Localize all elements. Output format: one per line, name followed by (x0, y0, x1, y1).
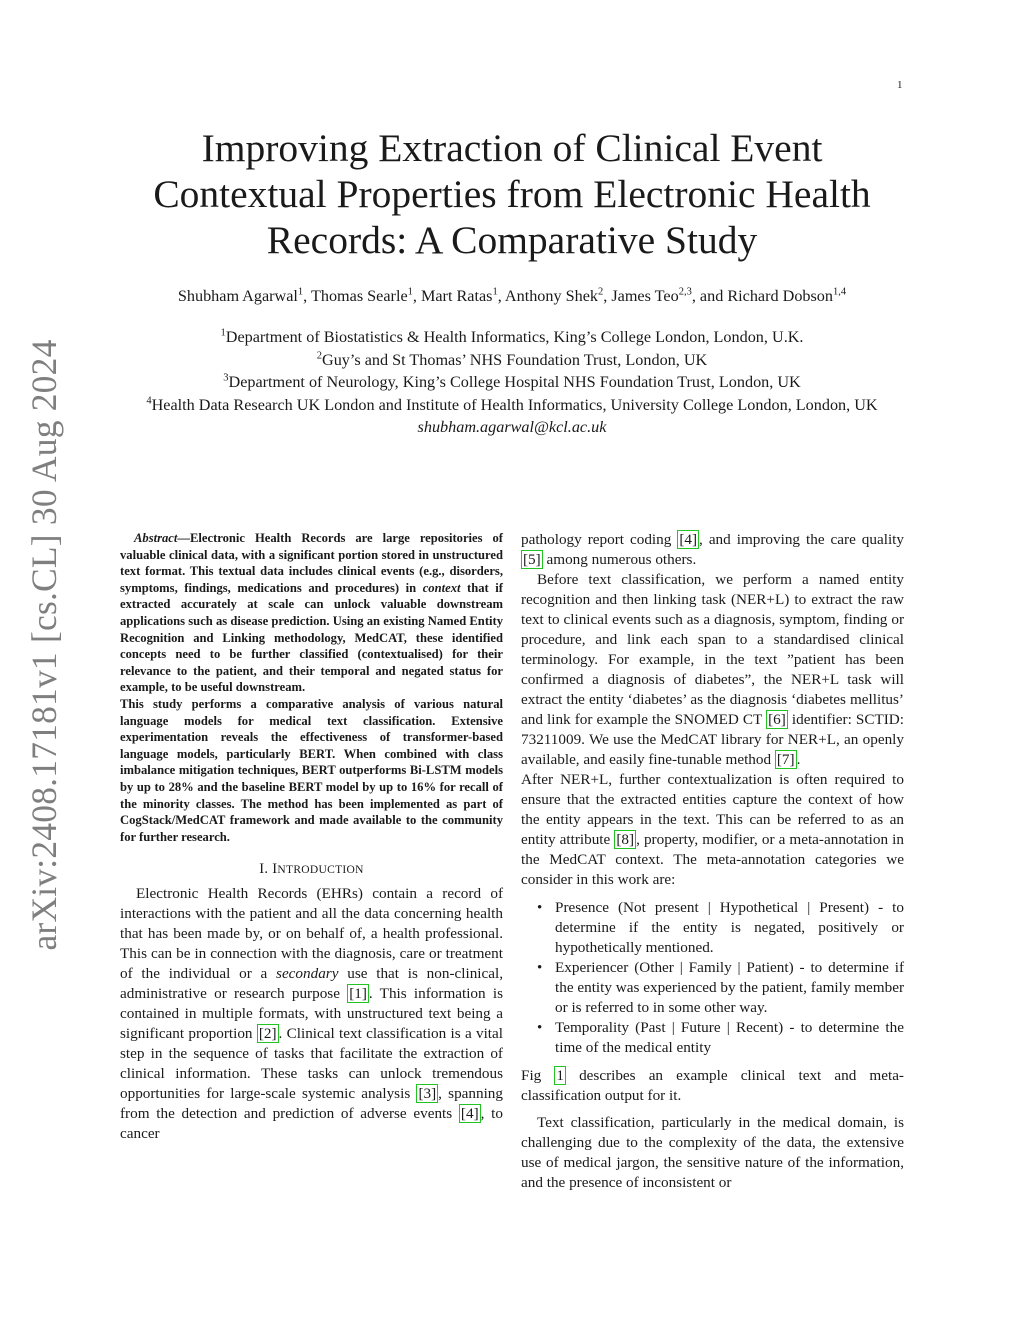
affiliation-1: $^1$Department of Biostatistics & Health Informatics, King’s College London, London, U.K. (220, 327, 804, 346)
author-affil-sup: 2,3 (678, 286, 692, 298)
citation-link[interactable]: [3] (418, 1085, 437, 1103)
citation-link[interactable]: [4] (460, 1105, 479, 1123)
page-number: 1 (897, 79, 903, 91)
intro-paragraph: Electronic Health Records (EHRs) contain a record of interactions with the patient and all the data concerning health that has been made by, or on behalf of, a health professional. This can be in connection with the diagnosis, care or treatment of the individual or a secondary use that is non-clinical, administrative or research purpose [1] . This information is contained in multiple formats, with unstructured text being a significant proportion [2] . Clinical text classification is a vital step in the sequence of tasks that facilitate the extraction of clinical information. These tasks can unlock tremendous opportunities for large-scale systemic analysis [3] , spanning from the detection and prediction of adverse events [4] , to cancer (120, 885, 504, 1143)
affiliations (110, 326, 914, 439)
body-paragraph: pathology report coding [4] , and improving the care quality [5] among numerous others. (521, 531, 904, 568)
introduction-body (120, 884, 503, 1144)
body-paragraph: Fig 1 describes an example clinical text and meta-classification output for it. (521, 1067, 904, 1104)
citation-link[interactable]: [8] (616, 831, 635, 848)
author-affil-sup: 1 (407, 286, 413, 298)
author-name: James Teo (611, 287, 679, 305)
author-affil-sup: 1,4 (833, 286, 847, 298)
citation-link[interactable]: [6] (768, 711, 786, 728)
author-affil-sup: 2 (598, 286, 604, 298)
abstract-paragraph-1: Abstract—Electronic Health Records are large repositories of valuable clinical data, with a significant portion stored in unstructured text format. This textual data includes clinical events (e.g., disorders, symptoms, findings, medications and procedures) in context that if extracted accurately at scale can unlock valuable downstream applications such as disease prediction. Using an existing Named Entity Recognition and Linking methodology, MedCAT, these identified concepts need to be further classified (contextualised) for their relevance to the patient, and their temporal and negated status for example, to be useful downstream. (120, 531, 504, 695)
abstract (120, 530, 503, 845)
left-column (120, 530, 503, 1144)
author-name: Mart Ratas (420, 287, 493, 305)
affiliation-2: $^2$Guy’s and St Thomas’ NHS Foundation Trust, London, UK (316, 350, 708, 369)
author-name: Thomas Searle (310, 287, 408, 305)
citation-link[interactable]: [5] (523, 551, 541, 568)
right-column (521, 530, 904, 1193)
list-item: • Experiencer (Other | Family | Patient) - to determine if the entity was experienced by the patient, family member or is referred to in some other way. (555, 958, 904, 1018)
author-name: Shubham Agarwal (177, 287, 298, 305)
affiliation-3: $^3$Department of Neurology, King’s College Hospital NHS Foundation Trust, London, UK (223, 372, 801, 391)
figure-link[interactable]: 1 (556, 1067, 564, 1084)
citation-link[interactable]: [4] (679, 531, 698, 548)
abstract-label: Abstract (134, 531, 178, 545)
body-paragraph: After NER+L, further contextualization is often required to ensure that the extracted entities capture the context of how the entity appears in the text. This can be referred to as an entity attribute [8] , property, modifier, or a meta-annotation in the MedCAT context. The meta-annotation categories we consider in this work are: (521, 771, 904, 888)
list-item: • Presence (Not present | Hypothetical | Present) - to determine if the entity is negated, positively or hypothetically mentioned. (555, 898, 904, 958)
body-paragraph: Before text classification, we perform a named entity recognition and then linking task (NER+L) to extract the raw text to clinical events such as a diagnosis, symptom, finding or procedure, and link each span to a standardised clinical terminology. For example, in the text ”patient has been confirmed a diagnosis of diabetes”, the NER+L task will extract the entity ‘diabetes’ as the diagnosis ‘diabetes mellitus’ and link for example the SNOMED CT [6] identifier: SCTID: 73211009. We use the MedCAT library for NER+L, an openly available, and easily fine-tunable method [7] . (521, 571, 904, 768)
body-paragraph: Text classification, particularly in the medical domain, is challenging due to the complexity of the data, the extensive use of medical jargon, the sensitive nature of the information, and the presence of inconsistent or (521, 1114, 904, 1191)
section-heading-introduction: I. INTRODUCTION (259, 861, 364, 878)
citation-link[interactable]: [2] (258, 1025, 277, 1043)
paper-title: Improving Extraction of Clinical Event Contextual Properties from Electronic Health Records: A Comparative Study (153, 126, 871, 262)
author-name: Anthony Shek (504, 287, 598, 305)
author-affil-sup: 1 (492, 286, 498, 298)
author-list: Shubham Agarwal$^1$, Thomas Searle$^1$, Mart Ratas$^1$, Anthony Shek$^2$, James Teo$^{2,3}$, and Richard Dobson$^{1,4}$ (177, 286, 847, 305)
author-name: Richard Dobson (727, 287, 833, 305)
citation-link[interactable]: [7] (776, 751, 795, 768)
meta-annotation-list (521, 898, 904, 1058)
author-email[interactable]: shubham.agarwal@kcl.ac.uk (417, 418, 607, 436)
arxiv-stamp-text: arXiv:2408.17181v1 [cs.CL] 30 Aug 2024 (24, 339, 64, 951)
citation-link[interactable]: [1] (349, 985, 367, 1003)
affiliation-4: $^4$Health Data Research UK London and Institute of Health Informatics, University College London, London, UK (146, 395, 878, 414)
abstract-paragraph-2: This study performs a comparative analysis of various natural language models for medical text classification. Extensive experimentation reveals the effectiveness of transformer-based language models, particularly BERT. When combined with class imbalance mitigation techniques, BERT outperforms Bi-LSTM models by up to 28% and the baseline BERT model by up to 16% for recall of the minority classes. The method has been implemented as part of CogStack/MedCAT framework and made available to the community for further research. (120, 696, 503, 844)
author-affil-sup: 1 (297, 286, 304, 298)
list-item: • Temporality (Past | Future | Recent) - to determine the time of the medical entity (555, 1018, 904, 1058)
